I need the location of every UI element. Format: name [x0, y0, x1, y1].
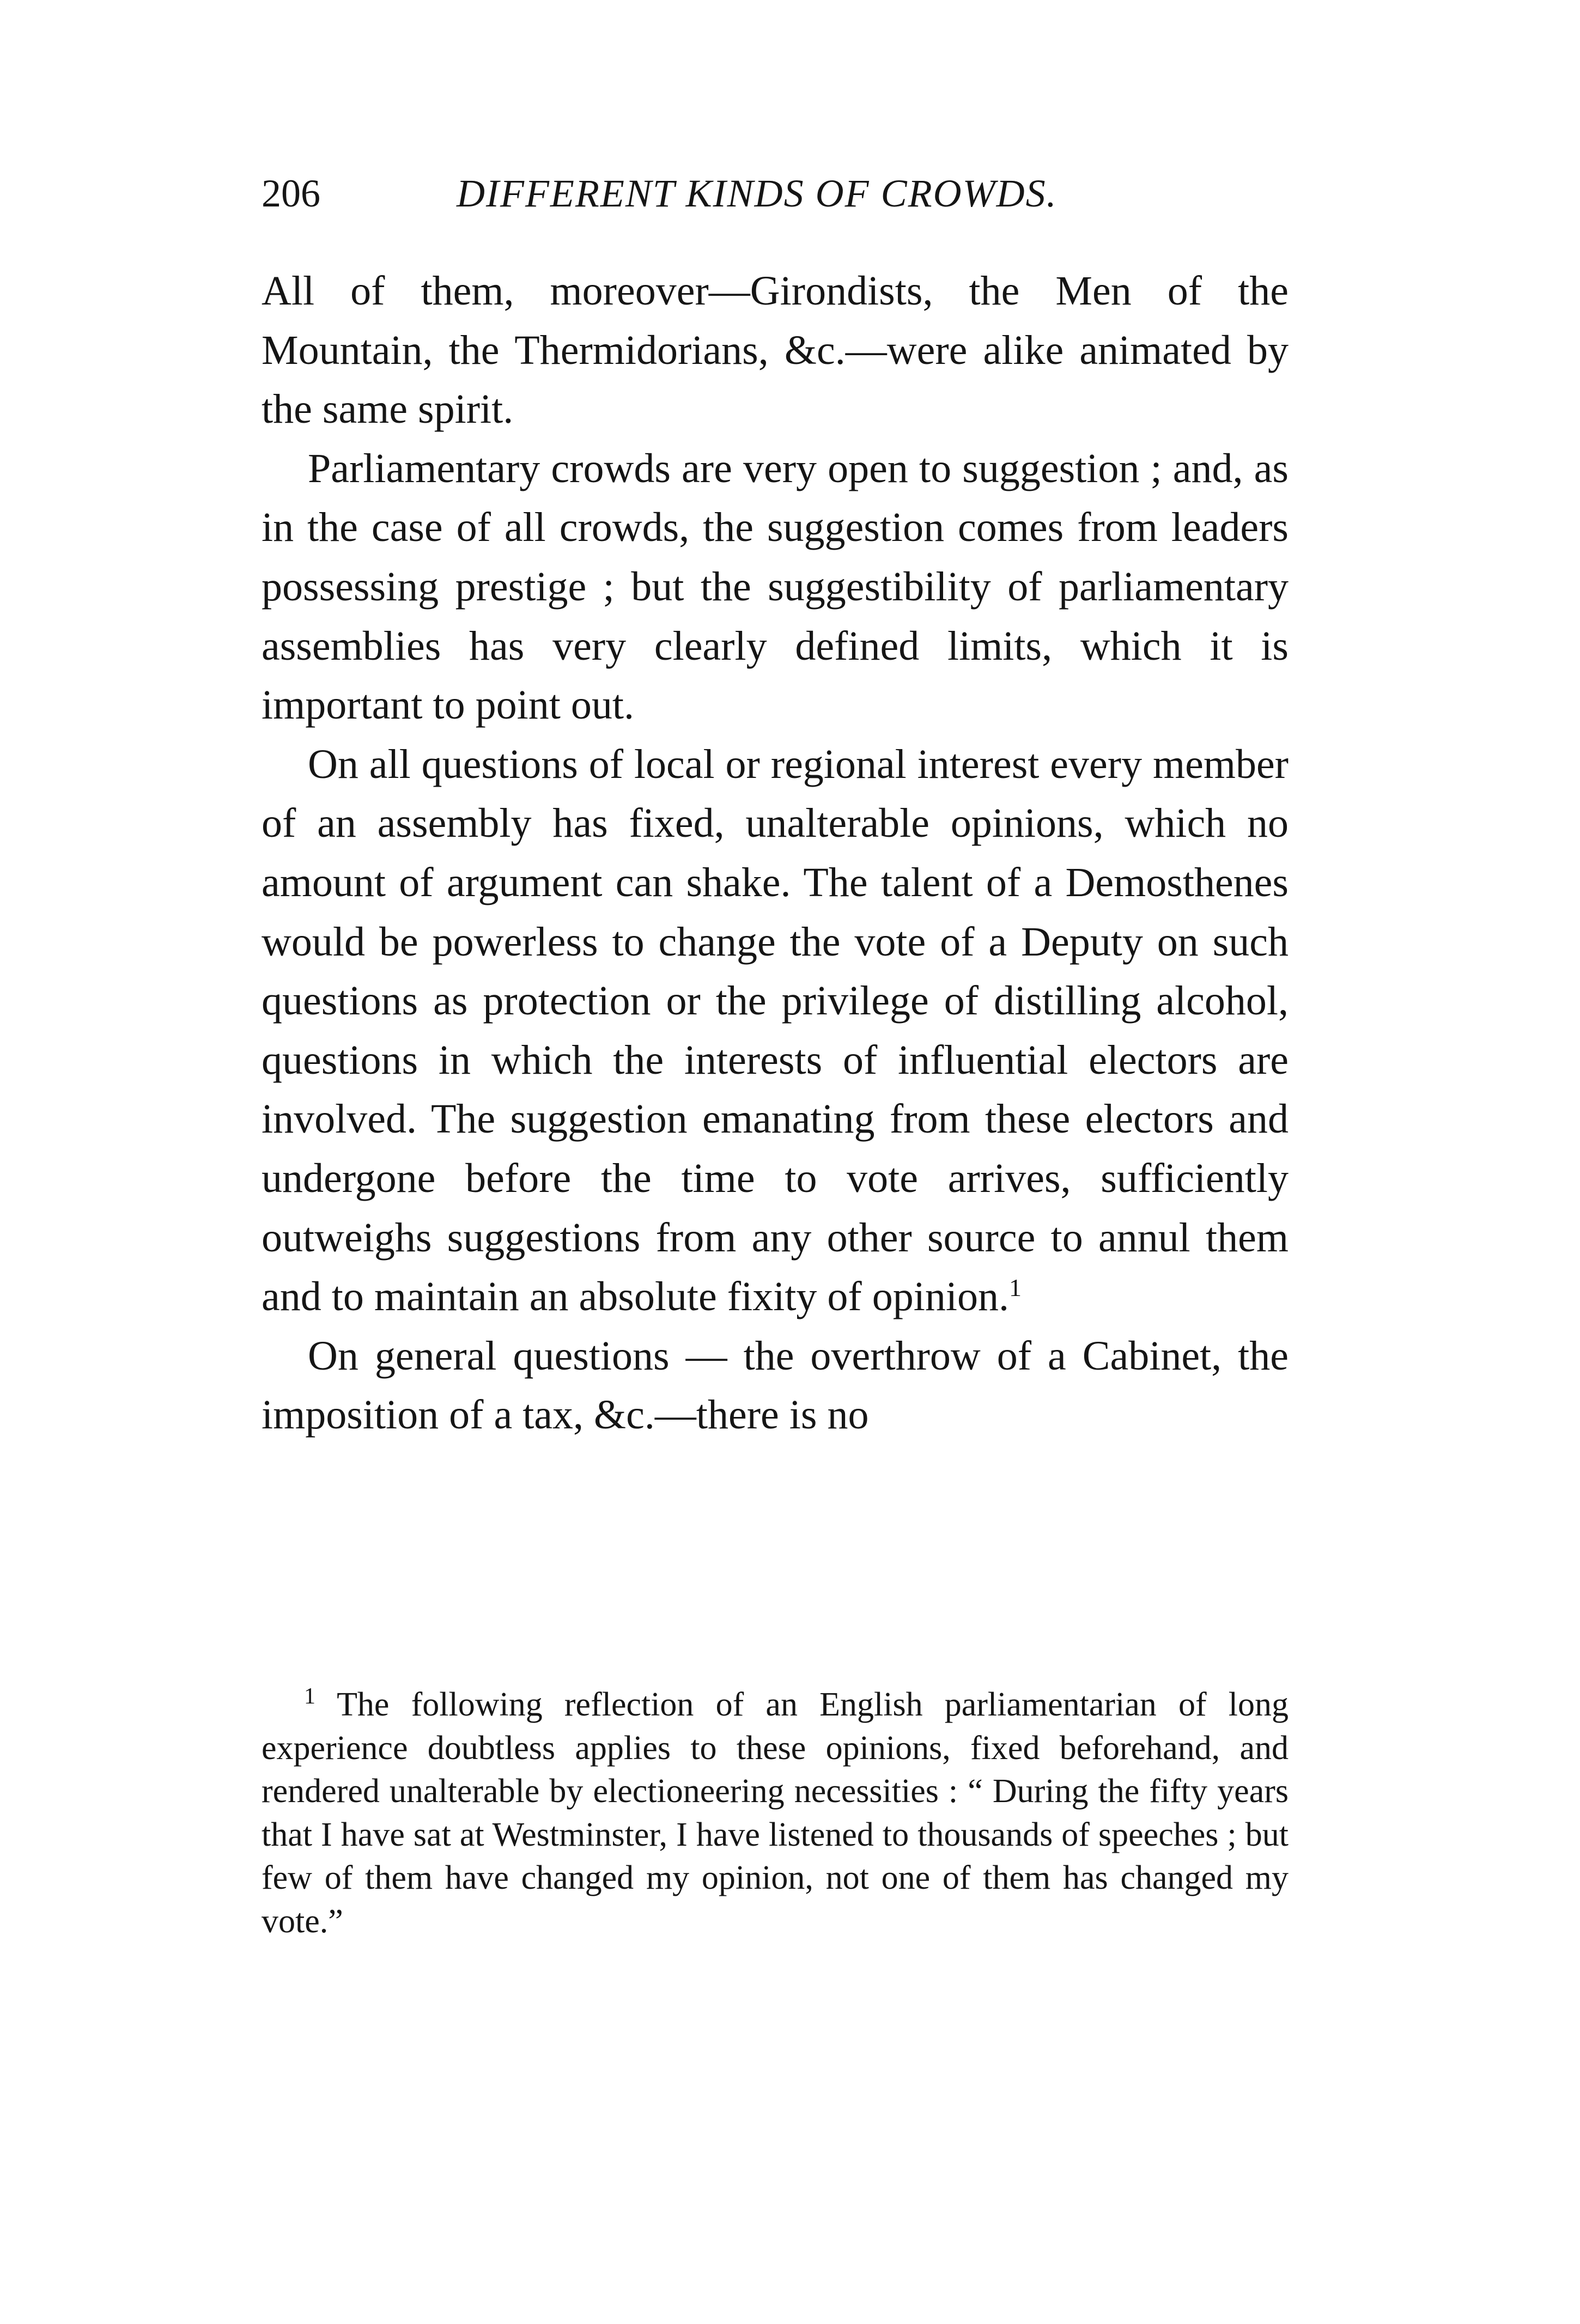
body-text — [262, 261, 1289, 1445]
paragraph — [262, 735, 1289, 1327]
footnote — [262, 1683, 1289, 1943]
paragraph-text: On all questions of local or regional interest every member of an assembly has fixed, unalterable opinions, which no amount of argument can shake. The talent of a Demosthenes would be powerless to change the vote of a Deputy on such questions as protection or the privilege of distilling alcohol, questions in which the interests of influential electors are involved. The suggestion emanating from these electors and undergone before the time to vote arrives, sufficiently outweighs suggestions from any other source to annul them and to maintain an absolute fixity of opinion. — [262, 741, 1289, 1320]
footnote-reference[interactable]: 1 — [1008, 1274, 1022, 1302]
page-number: 206 — [262, 172, 320, 215]
paragraph-text: All of them, moreover—Girondists, the Men of the Mountain, the Thermidorians, &c.—were alike animated by the same spirit. — [262, 268, 1289, 433]
paragraph-continued — [262, 261, 1289, 439]
paragraph — [262, 439, 1289, 735]
footnotes — [262, 1683, 1289, 1943]
running-head — [262, 163, 1297, 223]
running-title: DIFFERENT KINDS OF CROWDS. — [457, 172, 1058, 215]
footnote-marker: 1 — [304, 1684, 315, 1709]
paragraph-text: Parliamentary crowds are very open to suggestion ; and, as in the case of all crowds, the suggestion comes from leaders possessing prestige ; but the suggestibility of parliamentary assemblies has very clearly defined limits, which it is important to point out. — [262, 445, 1289, 728]
paragraph — [262, 1327, 1289, 1445]
paragraph-text: On general questions — the overthrow of a Cabinet, the imposition of a tax, &c.—there is no — [262, 1333, 1289, 1438]
footnote-text: The following reflection of an English parliamentarian of long experience doubtless applies to these opinions, fixed beforehand, and rendered unalterable by electioneering necessities : “ During the fifty years that I have sat at Westminster, I have listened to thousands of speeches ; but few of them have changed my opinion, not one of them has changed my vote.” — [262, 1686, 1289, 1940]
